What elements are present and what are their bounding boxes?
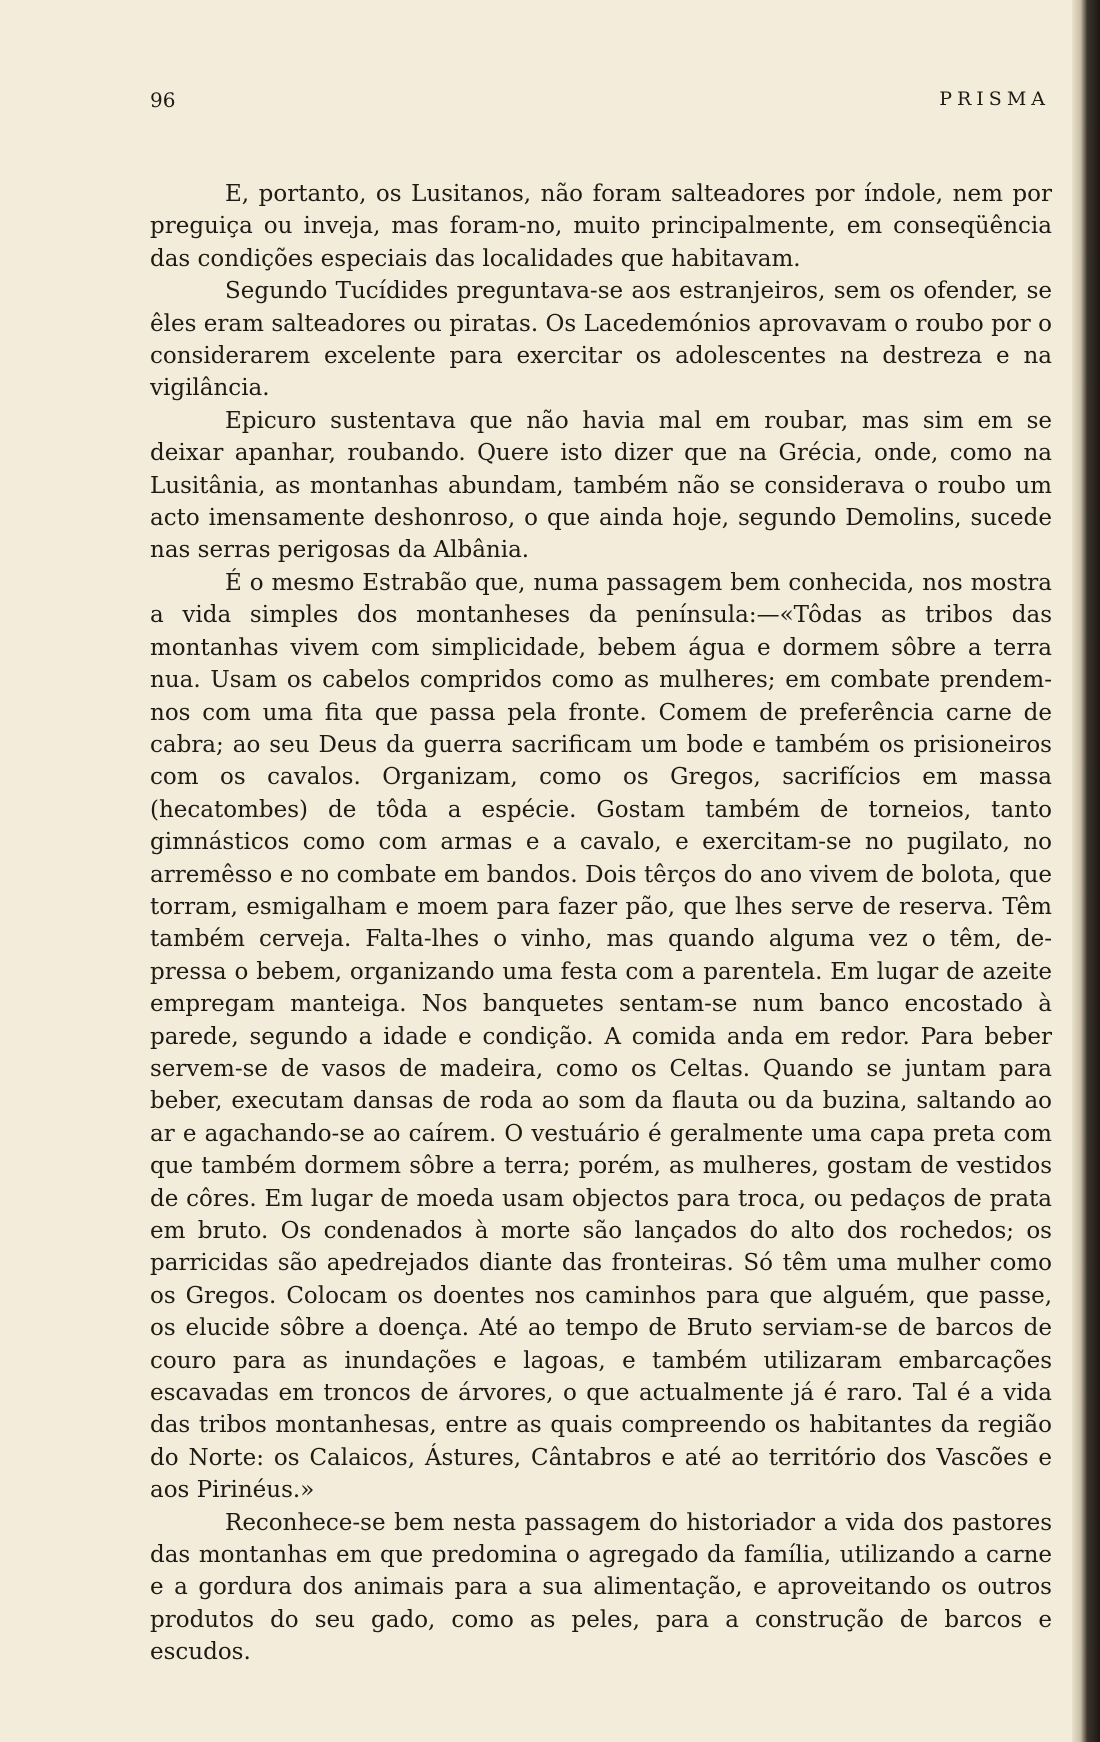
running-title: PRISMA [939, 88, 1050, 110]
page-header [150, 88, 1050, 118]
body-text [150, 178, 1052, 1669]
paragraph-2: Segundo Tucídides preguntava-se aos estranjeiros, sem os ofender, se êles eram salteadores ou piratas. Os Lacedemónios aprovavam o roubo por o considerarem excelente para exercitar os adolescentes na destreza e na vigilância. [150, 278, 1052, 402]
paragraph-3: Epicuro sustentava que não havia mal em roubar, mas sim em se deixar apanhar, roubando. Quere isto dizer que na Grécia, onde, como na Lusitânia, as montanhas abundam, também não se considerava o roubo um acto imensamente deshonroso, o que ainda hoje, segundo Demolins, sucede nas serras perigosas da Albânia. [150, 407, 1052, 564]
paragraph-1: E, portanto, os Lusitanos, não foram salteadores por índole, nem por preguiça ou inveja, mas foram-no, muito principalmente, em conseqüência das condições especiais das localidades que habitavam. [150, 181, 1052, 272]
page-number: 96 [150, 88, 176, 112]
paragraph-5: Reconhece-se bem nesta passagem do historiador a vida dos pastores das montanhas em que predomina o agregado da família, utilizando a carne e a gordura dos animais para a sua alimentação, e aproveitando os outros produtos do seu gado, como as peles, para a construção de barcos e escudos. [150, 1509, 1052, 1666]
book-spine-shadow [1072, 0, 1100, 1742]
paragraph-4: É o mesmo Estrabão que, numa passagem bem conhecida, nos mostra a vida simples dos montanheses da península:—«Tôdas as tribos das montanhas vivem com simplicidade, bebem água e dormem sôbre a terra nua. Usam os cabelos compridos como as mulheres; em combate prendem-nos com uma fita que passa pela fronte. Comem de preferência carne de cabra; ao seu Deus da guerra sacrificam um bode e também os prisioneiros com os cavalos. Organizam, como os Gregos, sacrifícios em massa (hecatombes) de tôda a espécie. Gostam também de torneios, tanto gimnásticos como com armas e a cavalo, e exercitam-se no pugilato, no arremêsso e no combate em bandos. Dois têrços do ano vivem de bolota, que torram, esmigalham e moem para fazer pão, que lhes serve de reserva. Têm também cerveja. Falta-lhes o vinho, mas quando alguma vez o têm, de-pressa o bebem, organizando uma festa com a parentela. Em lugar de azeite empregam manteiga. Nos banquetes sentam-se num banco encostado à parede, segundo a idade e condição. A comida anda em redor. Para beber servem-se de vasos de madeira, como os Celtas. Quando se juntam para beber, executam dansas de roda ao som da flauta ou da buzina, saltando ao ar e agachando-se ao caírem. O vestuário é geralmente uma capa preta com que também dormem sôbre a terra; porém, as mulheres, gostam de vestidos de côres. Em lugar de moeda usam objectos para troca, ou pedaços de prata em bruto. Os condenados à morte são lançados do alto dos rochedos; os parricidas são apedrejados diante das fronteiras. Só têm uma mulher como os Gregos. Colocam os doentes nos caminhos para que alguém, que passe, os elucide sôbre a doença. Até ao tempo de Bruto serviam-se de barcos de couro para as inundações e lagoas, e também utilizaram embarcações escavadas em troncos de árvores, o que actualmente já é raro. Tal é a vida das tribos montanhesas, entre as quais compreendo os habitantes da região do Norte: os Calaicos, Ástures, Cântabros e até ao território dos Vascões e aos Pirinéus.» [150, 569, 1052, 1504]
